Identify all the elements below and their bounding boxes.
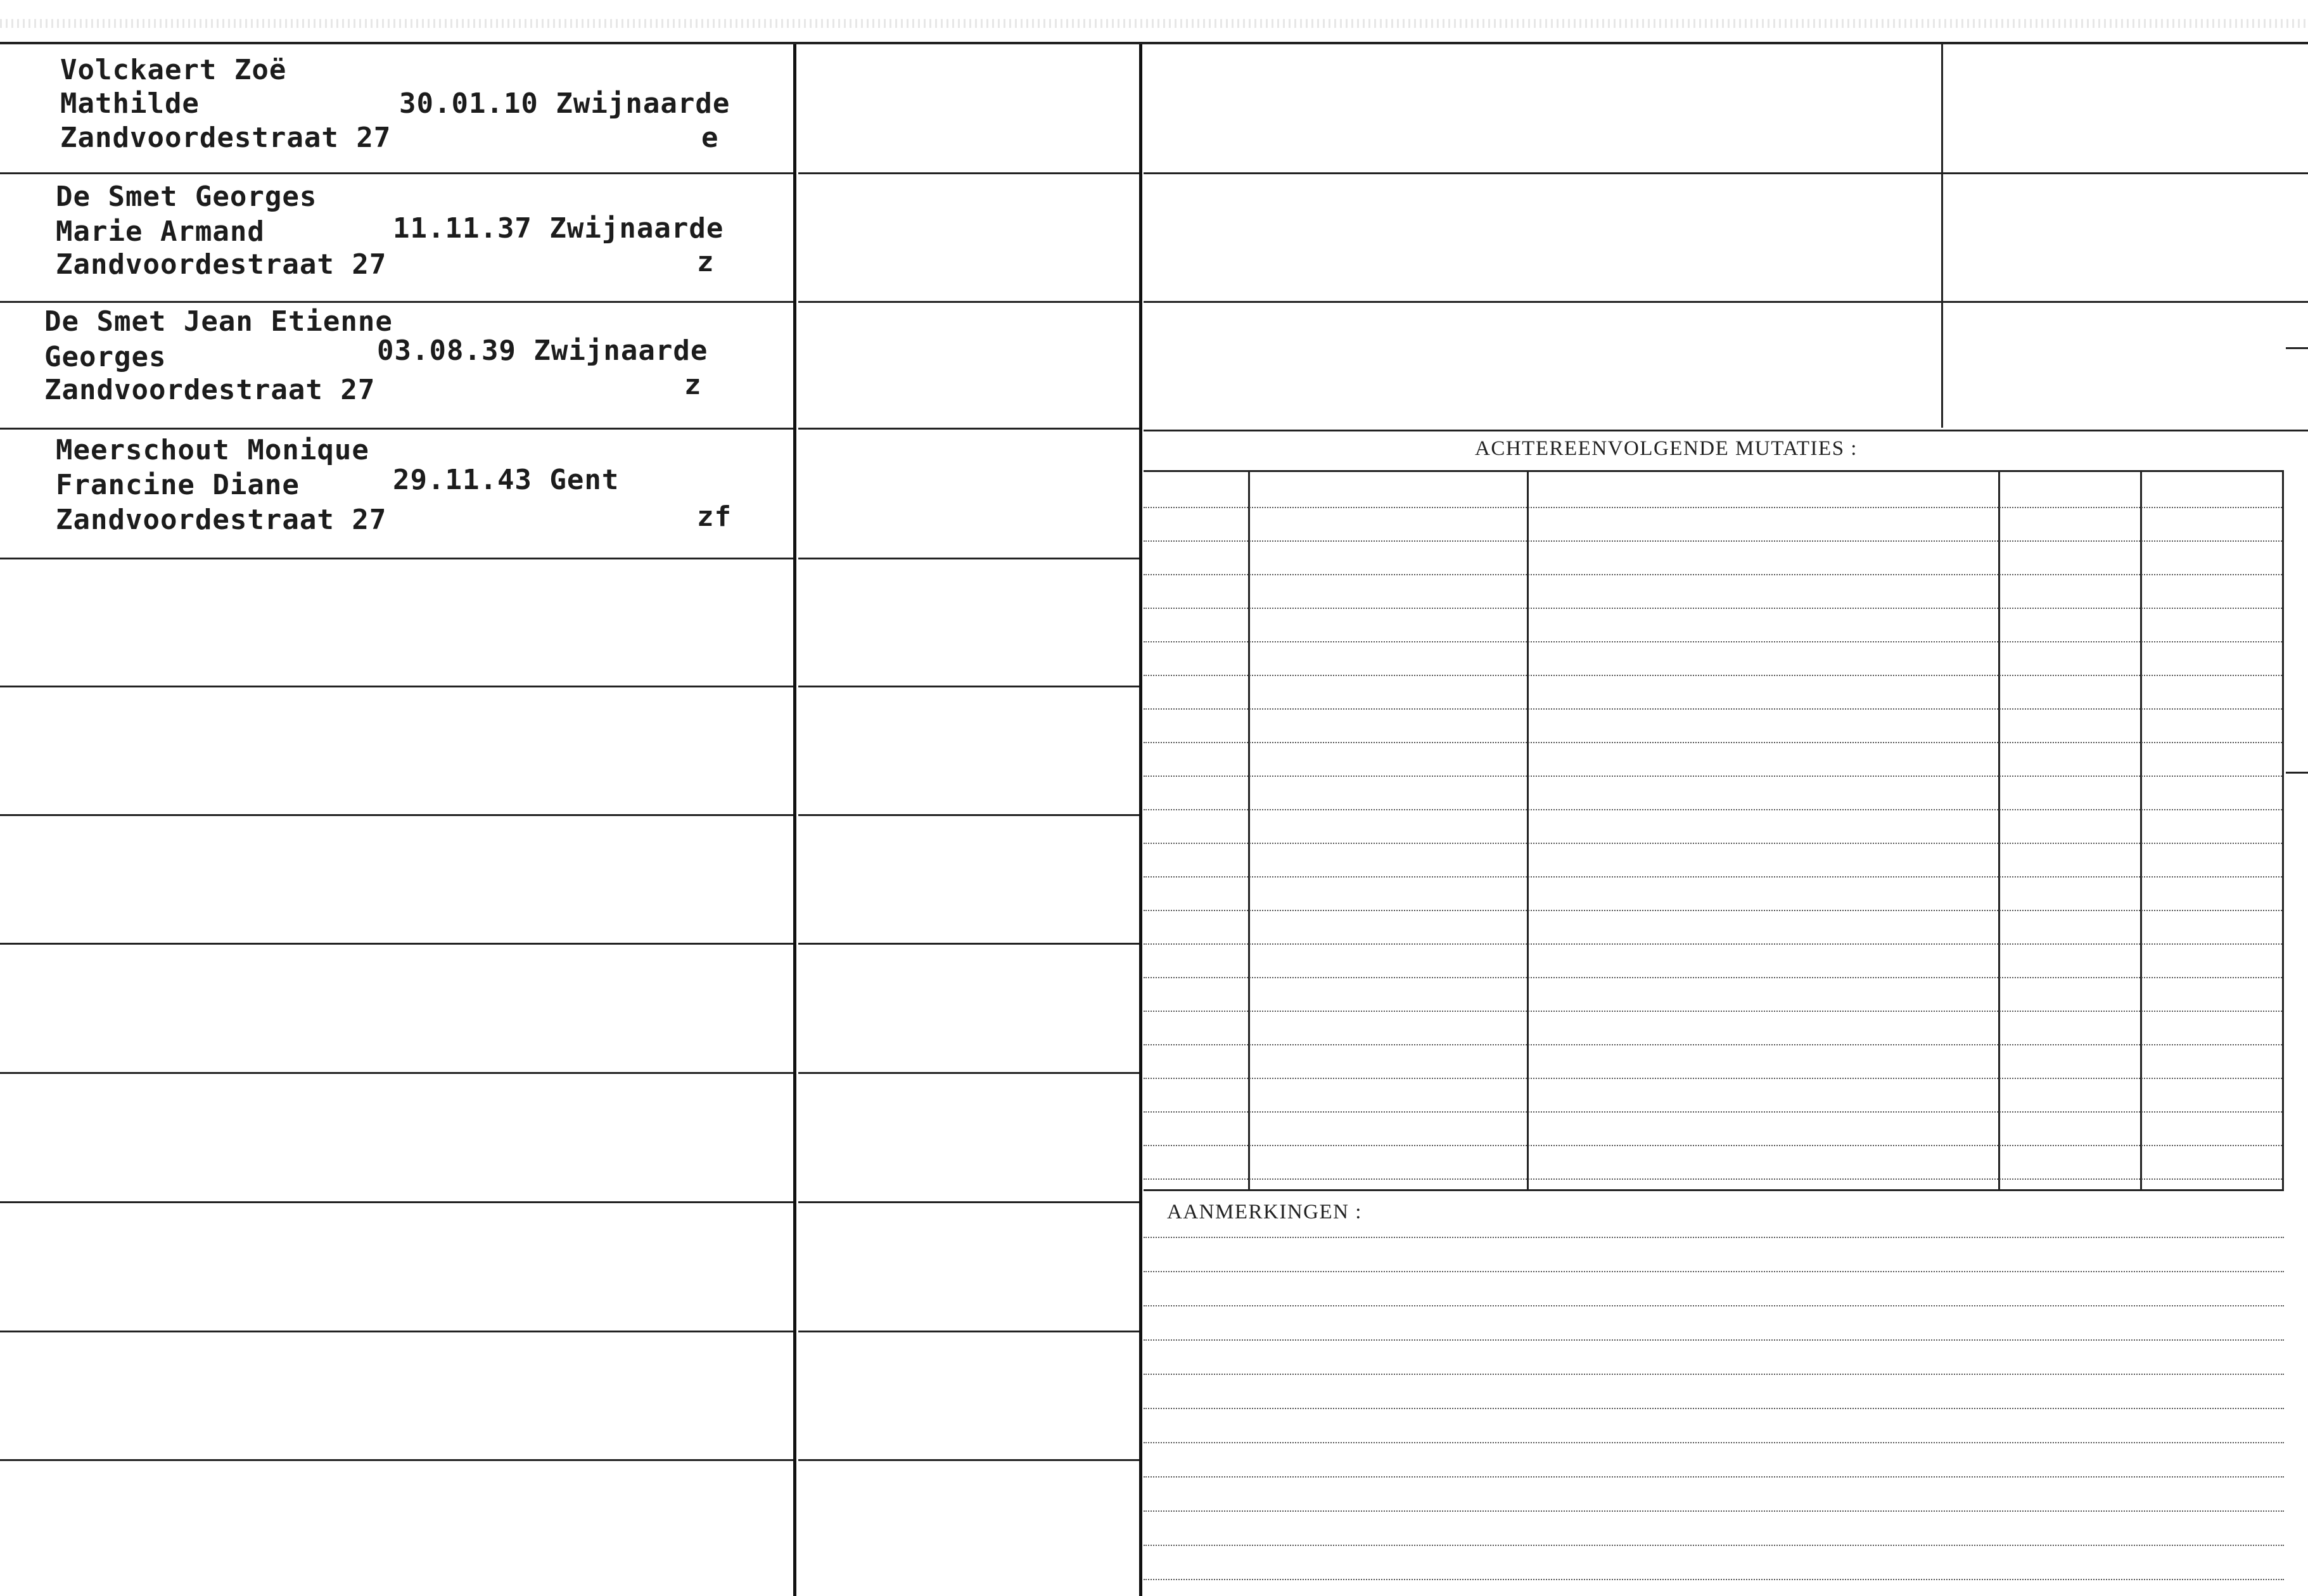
margin-mark [2286,347,2308,349]
person-name-line1: Volckaert Zoë [60,54,287,86]
row-line [0,943,793,945]
column-divider-left [793,44,796,1596]
row-line [0,686,793,687]
dotted-row [1144,1374,2284,1375]
dotted-row [1144,1305,2284,1306]
person-name-line2: Georges [44,341,167,373]
dotted-row [1144,943,2282,945]
row-line [0,1459,793,1461]
person-relation: zf [697,501,732,533]
dotted-row [1144,1178,2282,1180]
row-line [798,943,1139,945]
column-divider-middle [1139,44,1142,1596]
row-line [0,301,793,303]
dotted-row [1144,1476,2284,1478]
mutations-header-line [1144,470,2284,472]
dotted-row [1144,608,2282,609]
row-line [0,1201,793,1203]
row-line [798,558,1139,559]
scan-edge-noise [0,19,2308,28]
person-name-line1: De Smet Jean Etienne [44,305,393,338]
row-line [1144,430,2308,431]
dotted-row [1144,1237,2284,1238]
row-line [798,686,1139,687]
mutations-col-divider [1527,472,1529,1189]
dotted-row [1144,843,2282,844]
person-relation: e [701,122,719,154]
dotted-row [1144,507,2282,508]
person-address: Zandvoordestraat 27 [60,122,392,154]
margin-mark [2286,772,2308,774]
dotted-row [1144,1442,2284,1443]
person-name-line2: Francine Diane [56,469,300,501]
row-line [1144,301,2308,303]
mutations-bottom-line [1144,1189,2284,1191]
dotted-row [1144,776,2282,777]
mutations-right-border [2282,472,2284,1189]
person-relation: z [697,246,715,278]
column-divider-right-top [1941,44,1943,428]
mutations-col-divider [1998,472,2000,1189]
dotted-row [1144,1579,2284,1580]
row-line [798,1201,1139,1203]
person-name-line1: De Smet Georges [56,181,317,213]
dotted-row [1144,574,2282,575]
row-line [0,428,793,430]
dotted-row [1144,540,2282,542]
dotted-row [1144,910,2282,911]
person-address: Zandvoordestraat 27 [44,374,376,406]
person-name-line2: Marie Armand [56,215,265,248]
person-relation: z [684,369,702,401]
person-name-line2: Mathilde [60,87,200,120]
row-line [1144,172,2308,174]
row-line [0,1331,793,1332]
person-address: Zandvoordestraat 27 [56,504,387,536]
person-birth: 29.11.43 Gent [393,464,620,496]
row-line [798,1072,1139,1074]
mutations-header: ACHTEREENVOLGENDE MUTATIES : [1475,437,1858,460]
dotted-row [1144,1145,2282,1146]
dotted-row [1144,641,2282,642]
row-line [798,428,1139,430]
person-name-line1: Meerschout Monique [56,434,369,466]
dotted-row [1144,1011,2282,1012]
row-line [798,1459,1139,1461]
mutations-col-divider [2140,472,2142,1189]
row-line [798,1331,1139,1332]
row-line [798,301,1139,303]
dotted-row [1144,1044,2282,1045]
dotted-row [1144,1545,2284,1546]
top-rule [0,42,2308,44]
dotted-row [1144,876,2282,878]
remarks-header: AANMERKINGEN : [1167,1201,1362,1223]
dotted-row [1144,708,2282,710]
person-address: Zandvoordestraat 27 [56,248,387,281]
row-line [0,814,793,816]
dotted-row [1144,1271,2284,1272]
dotted-row [1144,977,2282,978]
row-line [0,172,793,174]
row-line [0,558,793,559]
row-line [798,172,1139,174]
person-birth: 30.01.10 Zwijnaarde [399,87,730,120]
dotted-row [1144,1408,2284,1409]
person-birth: 11.11.37 Zwijnaarde [393,212,724,245]
mutations-col-divider [1248,472,1250,1189]
row-line [0,1072,793,1074]
dotted-row [1144,742,2282,743]
dotted-row [1144,1339,2284,1341]
dotted-row [1144,675,2282,676]
dotted-row [1144,1510,2284,1512]
dotted-row [1144,1111,2282,1113]
dotted-row [1144,809,2282,810]
person-birth: 03.08.39 Zwijnaarde [377,335,708,367]
dotted-row [1144,1078,2282,1079]
row-line [798,814,1139,816]
